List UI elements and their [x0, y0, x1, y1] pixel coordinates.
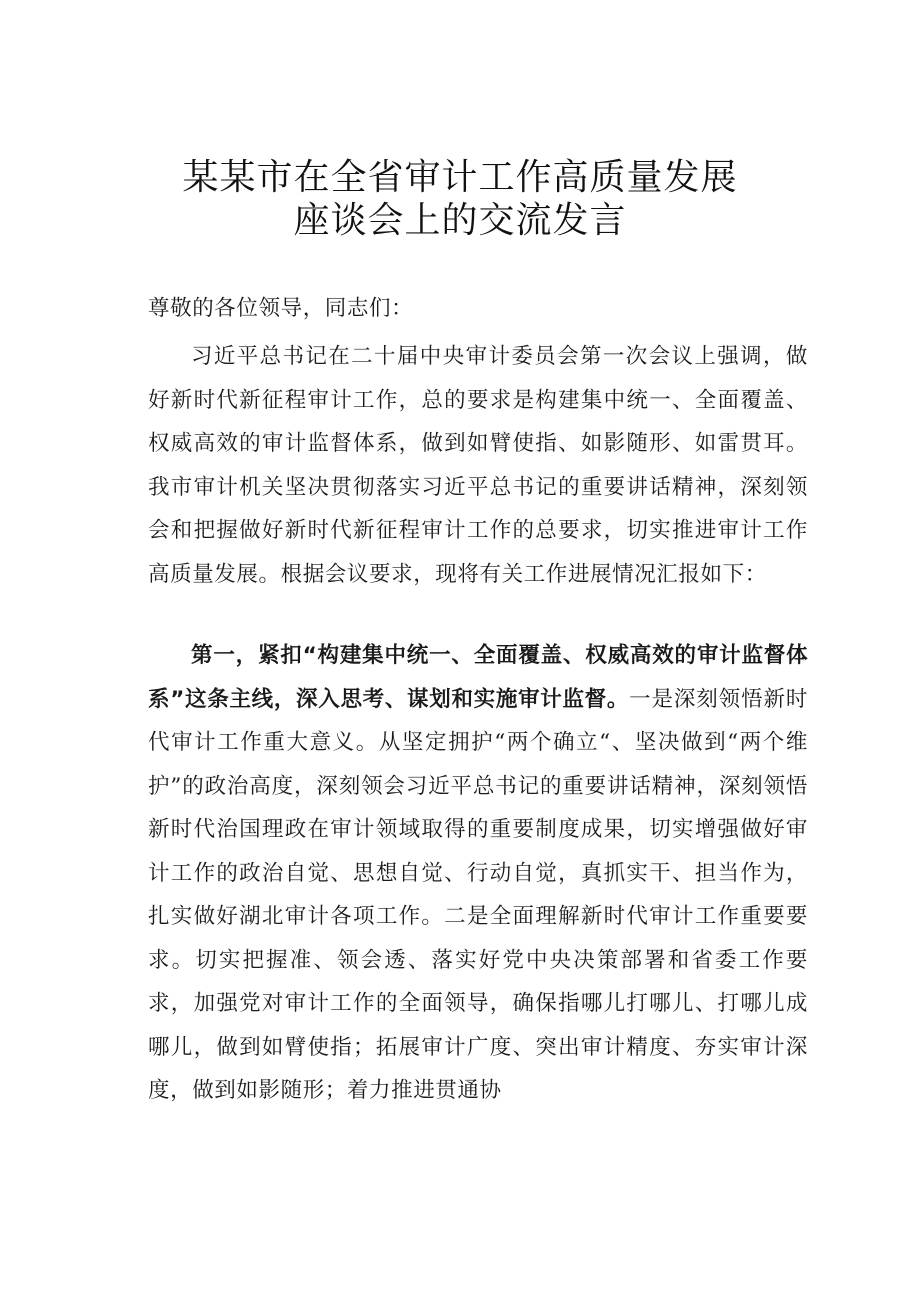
paragraph-intro: 习近平总书记在二十届中央审计委员会第一次会议上强调，做好新时代新征程审计工作，总的要求是构建集中统一、全面覆盖、权威高效的审计监督体系，做到如臂使指、如影随形、如雷贯耳。我市审计机关坚决贯彻落实习近平总书记的重要讲话精神，深刻领会和把握做好新时代新征程审计工作的总要求，切实推进审计工作高质量发展。根据会议要求，现将有关工作进展情况汇报如下： [148, 344, 808, 587]
paragraph-first-point [148, 634, 808, 1113]
document-title-line-2: 座谈会上的交流发言 [293, 200, 627, 241]
paragraph-body-text: 一是深刻领悟新时代审计工作重大意义。从坚定拥护“两个确立“、坚决做到“两个维护”的政治高度，深刻领会习近平总书记的重要讲话精神，深刻领悟新时代治国理政在审计领域取得的重要制度成果，切实增强做好审计工作的政治自觉、思想自觉、行动自觉，真抓实干、担当作为，扎实做好湖北审计各项工作。二是全面理解新时代审计工作重要要求。切实把握准、领会透、落实好党中央决策部署和省委工作要求，加强党对审计工作的全面领导，确保指哪儿打哪儿、打哪儿成哪儿，做到如臂使指；拓展审计广度、突出审计精度、夯实审计深度，做到如影随形；着力推进贯通协 [148, 686, 808, 1103]
salutation: 尊敬的各位领导，同志们： [148, 296, 414, 321]
paragraph-heading-bold: 第一，紧扣“构建集中统一、全面覆盖、权威高效的审计监督体系”这条主线，深入思考、谋划和实施审计监督。 [148, 643, 808, 712]
document-title-line-1: 某某市在全省审计工作高质量发展 [182, 157, 738, 198]
